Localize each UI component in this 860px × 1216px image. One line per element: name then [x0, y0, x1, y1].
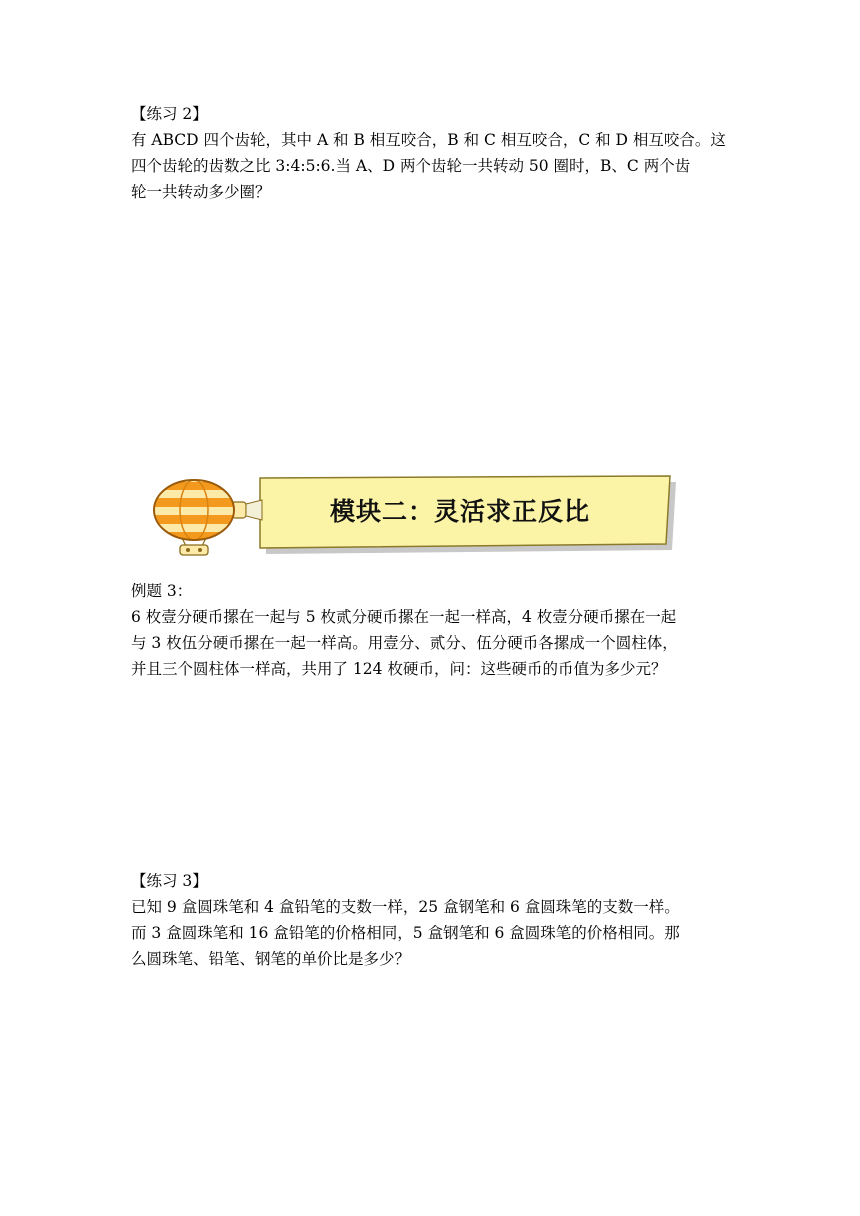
- example-3-line-2: 与 3 枚伍分硬币摞在一起一样高。用壹分、贰分、伍分硬币各摞成一个圆柱体，: [131, 634, 678, 652]
- example-3-heading: 例题 3：: [131, 582, 193, 600]
- practice-2-heading: 【练习 2】: [131, 105, 208, 123]
- module-banner: [150, 472, 680, 562]
- practice-2-line-1: 有 ABCD 四个齿轮，其中 A 和 B 相互咬合，B 和 C 相互咬合，C 和 D 相互咬合。这: [131, 131, 726, 149]
- practice-3-line-2: 而 3 盒圆珠笔和 16 盒铅笔的价格相同，5 盒钢笔和 6 盒圆珠笔的价格相同。那: [131, 924, 680, 942]
- practice-2-section: [131, 101, 741, 205]
- module-title: 模块二：灵活求正反比: [329, 497, 590, 526]
- example-3-section: [131, 578, 741, 682]
- practice-3-line-3: 么圆珠笔、铅笔、钢笔的单价比是多少？: [131, 950, 411, 968]
- example-3-line-3: 并且三个圆柱体一样高，共用了 124 枚硬币，问：这些硬币的币值为多少元？: [131, 660, 667, 678]
- practice-3-section: [131, 868, 741, 972]
- practice-3-line-1: 已知 9 盒圆珠笔和 4 盒铅笔的支数一样，25 盒钢笔和 6 盒圆珠笔的支数一样。: [131, 898, 680, 916]
- practice-2-line-2: 四个齿轮的齿数之比 3:4:5:6.当 A、D 两个齿轮一共转动 50 圈时，B、C 两个齿: [131, 157, 691, 175]
- practice-2-line-3: 轮一共转动多少圈？: [131, 183, 271, 201]
- example-3-line-1: 6 枚壹分硬币摞在一起与 5 枚贰分硬币摞在一起一样高，4 枚壹分硬币摞在一起: [131, 608, 677, 626]
- practice-3-heading: 【练习 3】: [131, 872, 208, 890]
